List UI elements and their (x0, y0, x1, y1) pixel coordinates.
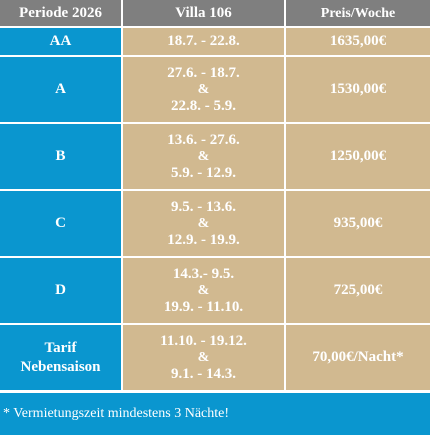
period-label (0, 325, 123, 392)
date-range (123, 28, 286, 57)
table-row (0, 258, 430, 325)
header-villa: Villa 106 (123, 0, 286, 28)
date-range (123, 124, 286, 191)
table-row (0, 57, 430, 124)
date-range (123, 191, 286, 258)
date-range-line: 11.10. - 19.12. (160, 332, 247, 349)
table-row (0, 325, 430, 392)
date-separator: & (197, 148, 210, 164)
period-label: B (0, 124, 123, 191)
price-value: 1250,00€ (286, 124, 430, 191)
price-value: 725,00€ (286, 258, 430, 325)
period-label: A (0, 57, 123, 124)
header-row (0, 0, 430, 28)
date-separator: & (197, 282, 210, 298)
period-label-line: Nebensaison (20, 358, 101, 375)
table-row (0, 28, 430, 57)
date-range-line: 22.8. - 5.9. (171, 97, 236, 114)
period-label: C (0, 191, 123, 258)
date-range-line: 9.1. - 14.3. (171, 365, 236, 382)
date-range (123, 325, 286, 392)
date-separator: & (197, 81, 210, 97)
date-separator: & (197, 349, 210, 365)
period-label-line: Tarif (44, 339, 77, 356)
price-value: 935,00€ (286, 191, 430, 258)
price-value: 1530,00€ (286, 57, 430, 124)
date-range-line: 27.6. - 18.7. (167, 64, 240, 81)
date-range-line: 9.5. - 13.6. (171, 198, 236, 215)
footnote: * Vermietungszeit mindestens 3 Nächte! (0, 393, 430, 435)
date-separator: & (197, 215, 210, 231)
table-row (0, 124, 430, 191)
header-price: Preis/Woche (286, 0, 430, 28)
date-range (123, 57, 286, 124)
date-range-line: 14.3.- 9.5. (172, 265, 235, 282)
date-range-line: 5.9. - 12.9. (171, 164, 236, 181)
period-label: AA (0, 28, 123, 57)
period-label: D (0, 258, 123, 325)
date-range-line: 18.7. - 22.8. (167, 33, 240, 49)
price-value: 1635,00€ (286, 28, 430, 57)
header-period: Periode 2026 (0, 0, 123, 28)
date-range-line: 12.9. - 19.9. (167, 231, 240, 248)
date-range-line: 19.9. - 11.10. (163, 298, 244, 315)
date-range-line: 13.6. - 27.6. (167, 131, 240, 148)
date-range (123, 258, 286, 325)
table-row (0, 191, 430, 258)
price-value: 70,00€/Nacht* (286, 325, 430, 392)
